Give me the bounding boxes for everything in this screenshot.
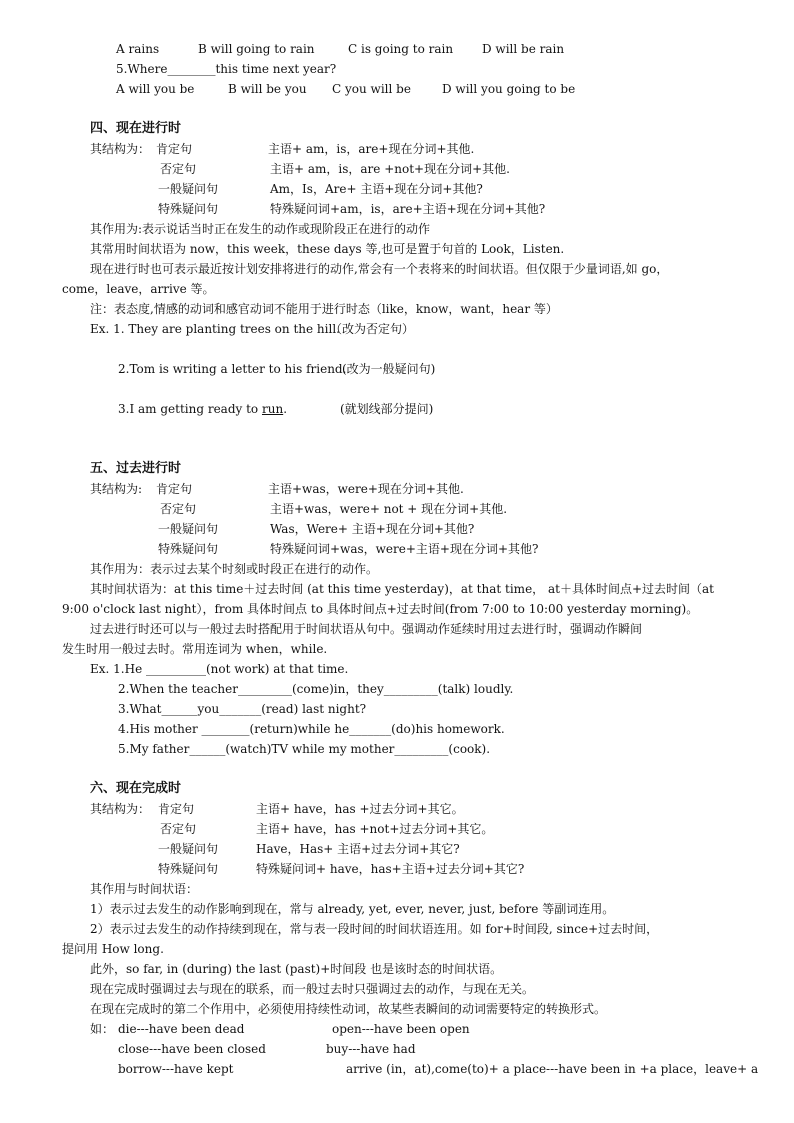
- row-label: 一般疑问句: [158, 182, 219, 196]
- conversion-item: buy---have had: [326, 1042, 416, 1056]
- row-formula: 主语+was，were+ not + 现在分词+其他.: [270, 502, 508, 516]
- usage-title: 其作用与时间状语：: [90, 882, 199, 896]
- comparison-text: 现在完成时强调过去与现在的联系，而一般过去时只强调过去的动作，与现在无关。: [90, 982, 535, 996]
- exercise-4: 4.His mother ________(return)while he_______(do)his homework.: [118, 722, 505, 736]
- q4-option-b: B will going to rain: [198, 42, 315, 56]
- usage-point-1: 1）表示过去发生的动作影响到现在，常与 already, yet, ever, never, just, before 等副词连用。: [90, 902, 615, 916]
- time-adverbials: 其常用时间状语为 now，this week，these days 等,也可是置于句首的 Look，Listen.: [90, 242, 565, 256]
- usage-text: 其作用为:表示说话当时正在发生的动作或现阶段正在进行的动作: [90, 222, 431, 236]
- combination-line-1: 过去进行时还可以与一般过去时搭配用于时间状语从句中。强调动作延续时用过去进行时，强调动作瞬间: [90, 622, 643, 636]
- row-formula: Have，Has+ 主语+过去分词+其它?: [256, 842, 460, 856]
- underlined-word: run: [261, 402, 284, 416]
- row-formula: 特殊疑问词+was，were+主语+现在分词+其他?: [270, 542, 539, 556]
- exercise-1: Ex. 1. They are planting trees on the hill.: [90, 322, 340, 336]
- section-heading: 四、现在进行时: [90, 121, 182, 136]
- time-adverbials-line-1: 其时间状语为：at this time＋过去时间 (at this time yesterday)，at that time， at＋具体时间点+过去时间（at: [90, 582, 714, 596]
- future-usage-line-2: come，leave，arrive 等。: [62, 282, 215, 296]
- row-label: 特殊疑问句: [158, 862, 219, 876]
- extra-time-adverbials: 此外，so far, in (during) the last (past)+时间段 也是该时态的时间状语。: [90, 962, 503, 976]
- q4-option-c: C is going to rain: [348, 42, 454, 56]
- exercise-1-instruction: （改为否定句）: [330, 322, 415, 336]
- structure-prefix: 其结构为：: [90, 142, 151, 156]
- row-label: 否定句: [160, 822, 197, 836]
- time-adverbials-line-2: 9:00 o'clock last night），from 具体时间点 to 具体时间点+过去时间(from 7:00 to 10:00 yesterday morning)。: [62, 602, 699, 616]
- note-text: 注：表态度,情感的动词和感官动词不能用于进行时态（like，know，want，hear 等）: [90, 302, 558, 316]
- row-label: 否定句: [160, 162, 197, 176]
- section-heading: 六、现在完成时: [90, 781, 182, 796]
- q5-option-b: B will be you: [228, 82, 307, 96]
- row-formula: 主语+ am，is，are+现在分词+其他.: [268, 142, 475, 156]
- conversion-item: close---have been closed: [118, 1042, 266, 1056]
- usage-text: 其作用为：表示过去某个时刻或时段正在进行的动作。: [90, 562, 379, 576]
- row-label: 一般疑问句: [158, 842, 219, 856]
- section-heading: 五、过去进行时: [90, 461, 182, 476]
- q5-option-d: D will you going to be: [442, 82, 576, 96]
- row-formula: 主语+was，were+现在分词+其他.: [268, 482, 464, 496]
- exercise-3: 3.What______you_______(read) last night?: [118, 702, 367, 716]
- row-label: 特殊疑问句: [158, 202, 219, 216]
- exercise-2: 2.Tom is writing a letter to his friend.: [118, 362, 347, 376]
- row-formula: 特殊疑问词+ have，has+主语+过去分词+其它?: [256, 862, 525, 876]
- structure-prefix: 其结构为:: [90, 482, 143, 496]
- exercise-1: Ex. 1.He __________(not work) at that time.: [90, 662, 349, 676]
- exercise-3-instruction: (就划线部分提问): [340, 402, 434, 416]
- row-formula: 主语+ am，is，are +not+现在分词+其他.: [270, 162, 510, 176]
- row-formula: Am，Is，Are+ 主语+现在分词+其他?: [270, 182, 483, 196]
- conversion-item: arrive (in，at),come(to)+ a place---have been in +a place，leave+ a: [346, 1062, 759, 1076]
- row-label: 一般疑问句: [158, 522, 219, 536]
- exercise-5: 5.My father______(watch)TV while my mother_________(cook).: [118, 742, 491, 756]
- exercise-2-instruction: (改为一般疑问句): [342, 362, 436, 376]
- row-label: 肯定句: [158, 802, 195, 816]
- row-label: 肯定句: [156, 142, 193, 156]
- row-formula: 主语+ have，has +not+过去分词+其它。: [256, 822, 494, 836]
- row-label: 肯定句: [156, 482, 193, 496]
- exercise-3: 3.I am getting ready to run.: [118, 402, 288, 416]
- combination-line-2: 发生时用一般过去时。常用连词为 when，while.: [62, 642, 328, 656]
- row-formula: Was，Were+ 主语+现在分词+其他?: [270, 522, 475, 536]
- row-formula: 主语+ have，has +过去分词+其它。: [256, 802, 464, 816]
- exercise-2: 2.When the teacher_________(come)in，they_________(talk) loudly.: [118, 682, 514, 696]
- q4-option-a: A rains: [116, 42, 160, 56]
- row-label: 否定句: [160, 502, 197, 516]
- durative-verb-note: 在现在完成时的第二个作用中，必须使用持续性动词，故某些表瞬间的动词需要特定的转换形式。: [90, 1002, 607, 1016]
- usage-point-2-line-2: 提问用 How long.: [62, 942, 164, 956]
- conversion-item: die---have been dead: [118, 1022, 245, 1036]
- row-formula: 特殊疑问词+am，is，are+主语+现在分词+其他?: [270, 202, 546, 216]
- conversion-prefix: 如：: [90, 1022, 115, 1036]
- q5-option-c: C you will be: [332, 82, 411, 96]
- conversion-item: borrow---have kept: [118, 1062, 234, 1076]
- q5-stem: 5.Where________this time next year?: [116, 62, 337, 76]
- usage-point-2-line-1: 2）表示过去发生的动作持续到现在，常与表一段时间的时间状语连用。如 for+时间段, since+过去时间，: [90, 922, 659, 936]
- structure-prefix: 其结构为：: [90, 802, 151, 816]
- future-usage-line-1: 现在进行时也可表示最近按计划安排将进行的动作,常会有一个表将来的时间状语。但仅限于少量词语,如 go，: [90, 262, 669, 276]
- q5-option-a: A will you be: [116, 82, 195, 96]
- row-label: 特殊疑问句: [158, 542, 219, 556]
- q4-option-d: D will be rain: [482, 42, 565, 56]
- conversion-item: open---have been open: [332, 1022, 470, 1036]
